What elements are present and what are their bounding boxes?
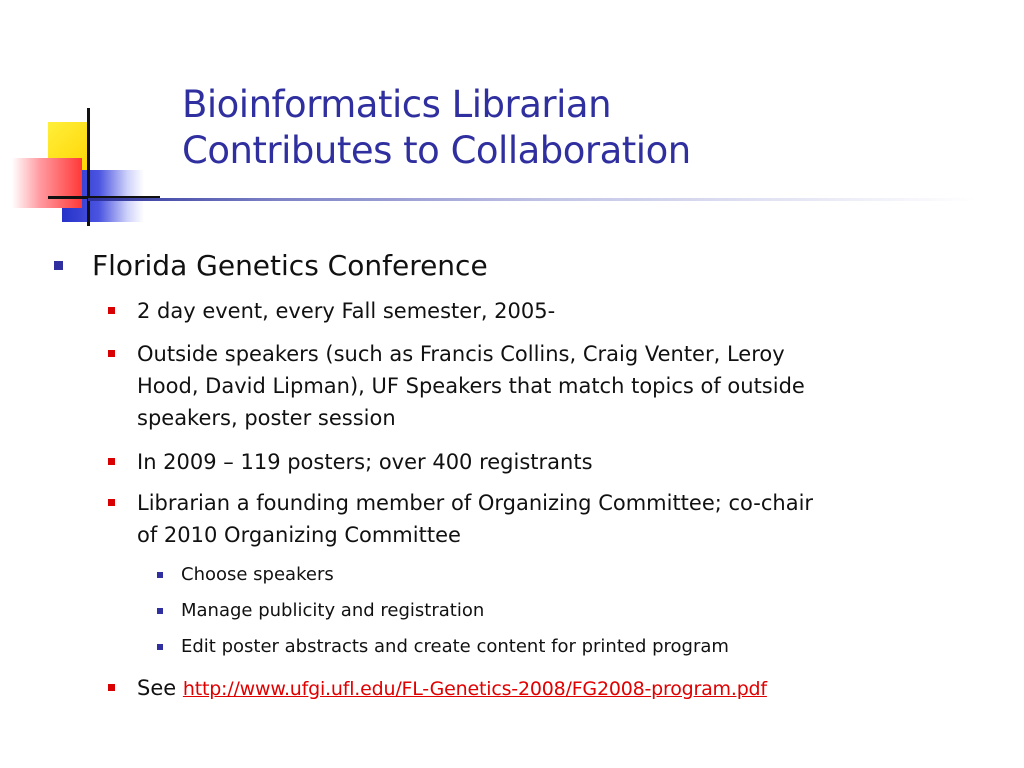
square-bullet-icon bbox=[157, 608, 163, 614]
see-label: See bbox=[137, 676, 177, 700]
bullet-text-line-1: Outside speakers (such as Francis Collins, Craig Venter, Leroy bbox=[137, 342, 785, 366]
program-pdf-link[interactable]: http://www.ufgi.ufl.edu/FL-Genetics-2008/FG2008-program.pdf bbox=[182, 678, 767, 700]
bullet-text: In 2009 – 119 posters; over 400 registrants bbox=[137, 450, 593, 474]
slide-title-line-1: Bioinformatics Librarian bbox=[182, 83, 612, 126]
bullet-text: 2 day event, every Fall semester, 2005- bbox=[137, 299, 556, 323]
bullet-speakers bbox=[137, 338, 805, 434]
square-bullet-icon bbox=[108, 307, 115, 314]
bullet-text-line-1: Librarian a founding member of Organizing Committee; co-chair bbox=[137, 491, 814, 515]
bullet-text: Manage publicity and registration bbox=[181, 600, 485, 621]
square-bullet-icon bbox=[54, 261, 63, 270]
sub-bullet-choose-speakers bbox=[181, 560, 334, 590]
bullet-text-line-2: Hood, David Lipman), UF Speakers that match topics of outside bbox=[137, 374, 805, 398]
square-bullet-icon bbox=[108, 499, 115, 506]
sub-bullet-publicity bbox=[181, 596, 484, 626]
bullet-see-link bbox=[137, 672, 767, 705]
bullet-stats bbox=[137, 446, 593, 478]
bullet-event bbox=[137, 295, 555, 327]
bullet-text: Florida Genetics Conference bbox=[92, 249, 488, 282]
square-bullet-icon bbox=[157, 644, 163, 650]
bullet-text: Choose speakers bbox=[181, 564, 334, 585]
bullet-librarian bbox=[137, 487, 813, 551]
square-bullet-icon bbox=[157, 572, 163, 578]
square-bullet-icon bbox=[108, 684, 115, 691]
bullet-text-line-2: of 2010 Organizing Committee bbox=[137, 523, 461, 547]
bullet-florida-genetics-conference bbox=[92, 248, 488, 284]
sub-bullet-poster-abstracts bbox=[181, 632, 729, 662]
bullet-text: Edit poster abstracts and create content for printed program bbox=[181, 636, 729, 657]
square-bullet-icon bbox=[108, 458, 115, 465]
slide-title-line-2: Contributes to Collaboration bbox=[182, 129, 691, 172]
bullet-text-line-3: speakers, poster session bbox=[137, 406, 396, 430]
square-bullet-icon bbox=[108, 350, 115, 357]
